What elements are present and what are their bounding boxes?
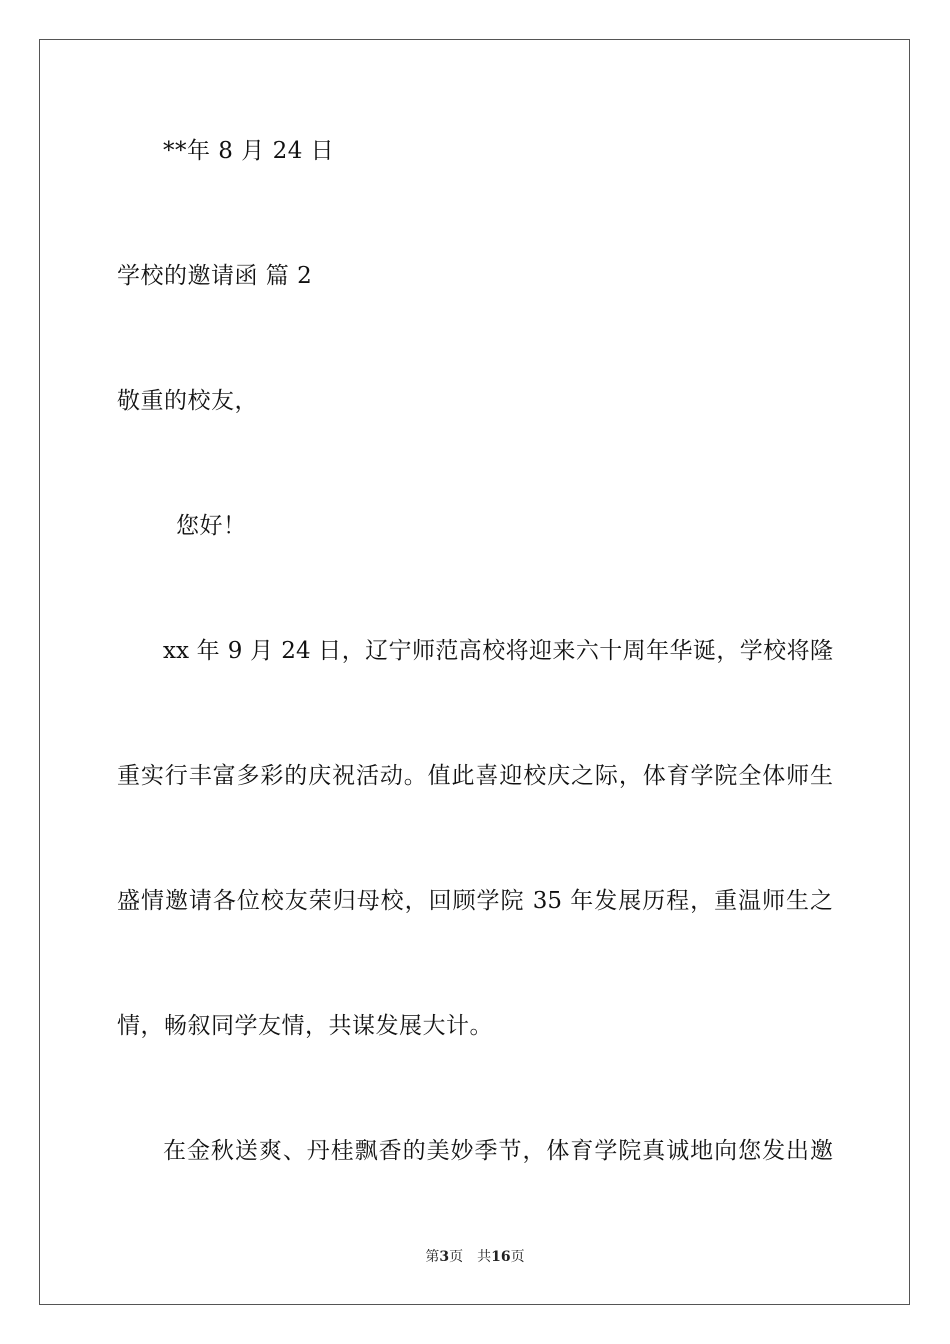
page-border [39,39,910,1305]
page-current: 3 [439,1249,450,1265]
section-title: 学校的邀请函 篇 2 [117,263,313,289]
page-suffix: 页 [510,1249,525,1265]
body-line-4: 情，畅叙同学友情，共谋发展大计。 [117,1013,493,1039]
page-total: 16 [491,1249,511,1265]
salutation: 敬重的校友， [117,388,258,414]
greeting: 您好！ [176,513,247,539]
page-prefix: 第 [425,1249,440,1265]
page-mid: 页 共 [449,1249,492,1265]
body-line-1: xx 年 9 月 24 日，辽宁师范高校将迎来六十周年华诞，学校将隆 [163,638,833,664]
body-line-3: 盛情邀请各位校友荣归母校，回顾学院 35 年发展历程，重温师生之 [117,888,833,914]
date-line: **年 8 月 24 日 [163,138,335,164]
body-line-5: 在金秋送爽、丹桂飘香的美妙季节，体育学院真诚地向您发出邀 [163,1138,833,1164]
page-footer [0,1248,950,1266]
body-line-2: 重实行丰富多彩的庆祝活动。值此喜迎校庆之际，体育学院全体师生 [117,763,833,789]
